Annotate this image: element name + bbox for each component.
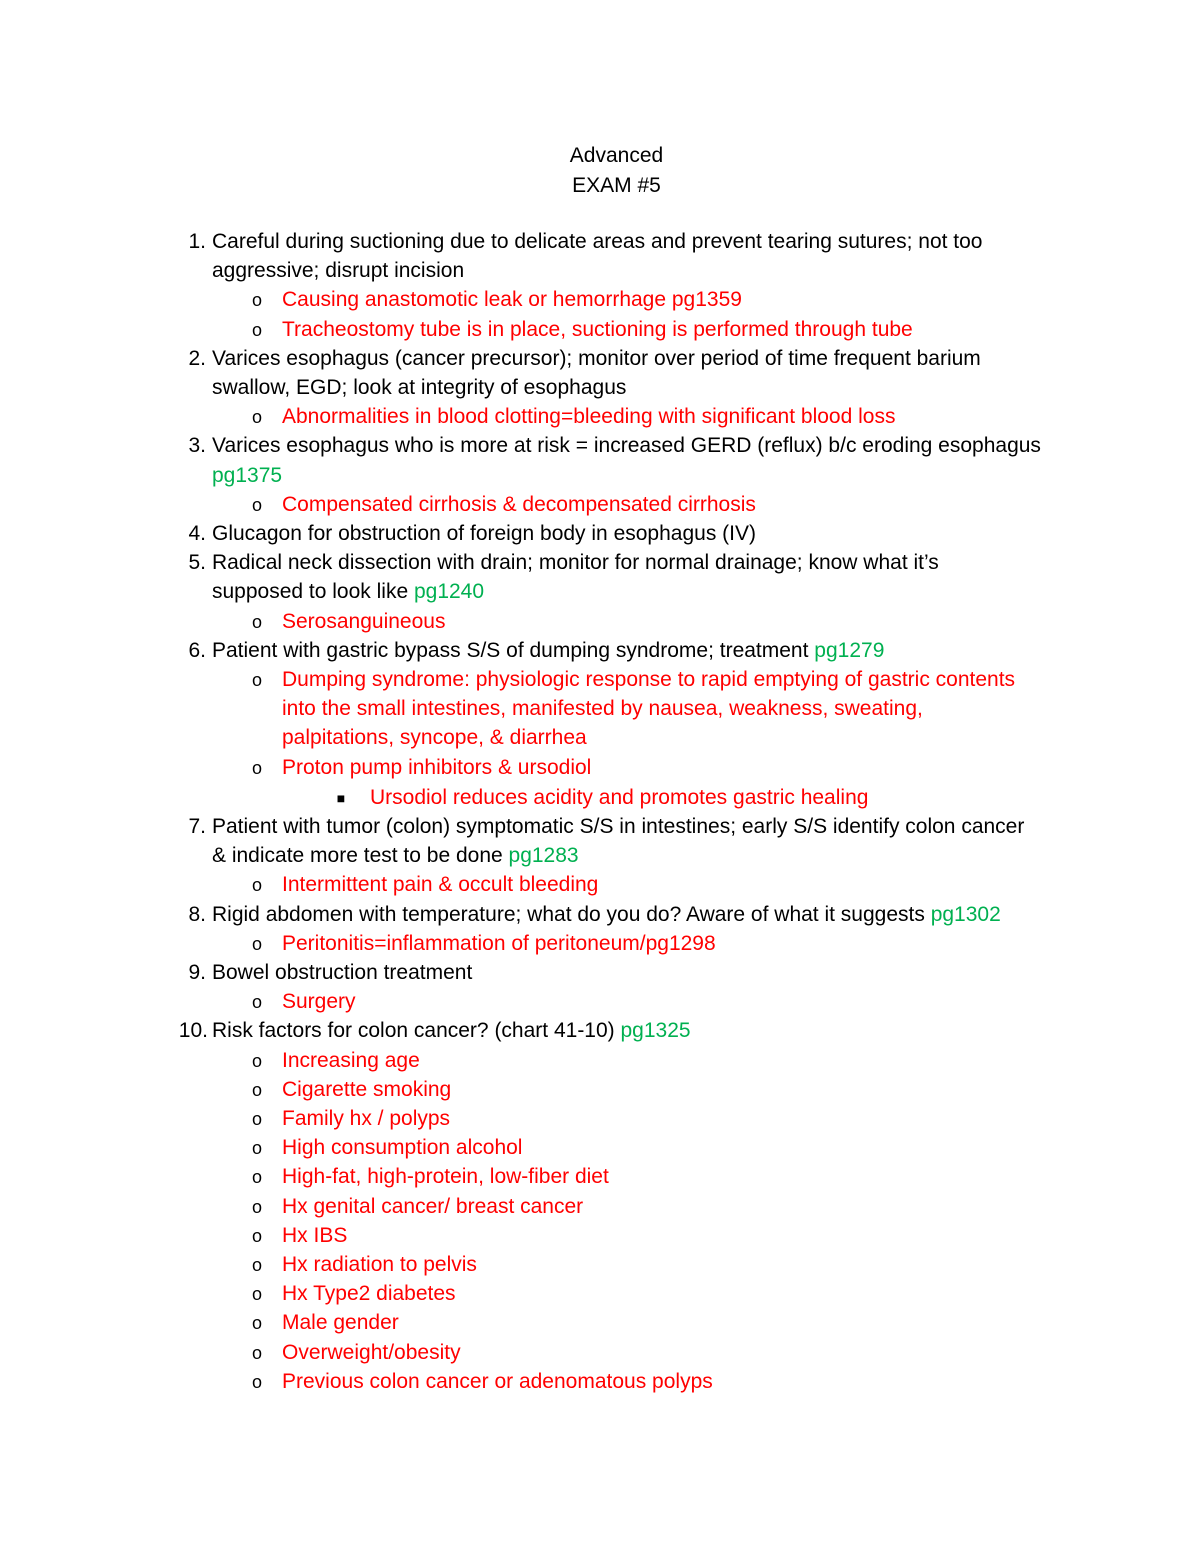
item-2-line [212,373,626,403]
bullet-icon: o [251,1196,262,1217]
sub-item-text: Hx IBS [282,1223,348,1247]
sub-item [282,1104,450,1134]
bullet-icon: o [251,670,262,690]
sub-item-text: Previous colon cancer or adenomatous polyps [282,1369,713,1393]
item-5-line-text: Radical neck dissection with drain; monitor for normal drainage; know what it’s [212,551,939,575]
sub-item [282,490,756,520]
sub-item-text: Hx genital cancer/ breast cancer [282,1194,584,1218]
item-number: 8. [188,902,206,926]
sub-item-text: Abnormalities in blood clotting=bleeding with significant blood loss [282,405,896,429]
bullet-icon: o [251,1167,262,1188]
sub-item [282,285,742,315]
item-2-line-text: Varices esophagus (cancer precursor); monitor over period of time frequent barium [212,346,981,370]
item-7-line [212,841,579,871]
square-bullet-icon: ■ [336,789,346,806]
item-7-line-text: & indicate more test to be done [212,844,509,868]
page-reference: pg1279 [814,638,885,662]
sub-item-text: Dumping syndrome: physiologic response to rapid emptying of gastric contents [282,668,1016,691]
item-8-line [212,900,1001,930]
bullet-icon: o [251,1342,262,1363]
bullet-icon: o [251,1313,262,1334]
bullet-icon: o [251,1109,262,1129]
bullet-icon: o [251,992,262,1013]
sub-item [282,987,356,1017]
sub-item [282,753,591,783]
sub-item-text: Peritonitis=inflammation of peritoneum/pg1298 [282,931,716,955]
sub-item-text: Increasing age [282,1048,420,1072]
sub-sub-item [370,783,868,813]
sub-item-text: Family hx / polyps [282,1107,451,1130]
sub-item-text: Intermittent pain & occult bleeding [282,873,599,897]
sub-item-text: Surgery [282,990,356,1014]
bullet-icon: o [251,494,262,515]
sub-item-text: Compensated cirrhosis & decompensated cirrhosis [282,492,756,516]
item-1-line-text: Careful during suctioning due to delicate areas and prevent tearing sutures; not too [212,230,983,253]
item-9-line [212,958,472,988]
sub-item [282,1279,456,1309]
sub-item-text: Serosanguineous [282,609,446,633]
page-reference: pg1240 [413,580,485,604]
item-10-line-text: Risk factors for colon cancer? (chart 41-10) [212,1019,621,1043]
item-4-line [212,519,756,549]
sub-item [282,607,445,637]
bullet-icon: o [251,407,262,428]
item-5-line [212,548,939,578]
sub-item [282,1075,451,1105]
sub-item [282,929,716,959]
sub-item-text: Proton pump inhibitors & ursodiol [282,755,592,779]
page-reference: pg1283 [508,844,579,868]
bullet-icon: o [251,1371,262,1392]
bullet-icon: o [251,290,262,311]
item-number: 2. [188,346,206,370]
bullet-icon: o [251,1138,262,1159]
sub-item [282,723,587,753]
item-3-line [212,431,1041,461]
item-7-line-text: Patient with tumor (colon) symptomatic S/S in intestines; early S/S identify colon cancer [212,815,1025,838]
sub-item [282,694,923,724]
sub-item [282,1250,477,1280]
sub-item [282,402,895,432]
sub-item [282,1338,461,1368]
item-number: 6. [188,638,206,662]
sub-item [282,1308,399,1338]
bullet-icon: o [251,1050,262,1071]
item-number: 9. [188,961,206,984]
page-reference: pg1375 [212,463,283,487]
sub-item [282,1046,420,1076]
item-number: 10. [178,1019,208,1043]
sub-item [282,1192,583,1222]
item-number: 4. [188,522,206,545]
item-3-line-text: Varices esophagus who is more at risk = increased GERD (reflux) b/c eroding esophagus [212,434,1041,458]
bullet-icon: o [251,933,262,954]
bullet-icon: o [251,1284,262,1305]
item-number: 1. [188,230,206,253]
sub-item-text: Hx Type2 diabetes [282,1282,456,1306]
item-number: 7. [188,815,206,838]
bullet-icon: o [251,611,262,632]
sub-item-text: palpitations, syncope, & diarrhea [282,726,587,750]
item-4-line-text: Glucagon for obstruction of foreign body in esophagus (IV) [212,522,756,545]
sub-item [282,315,913,345]
item-5-line [212,577,484,607]
sub-item-text: Tracheostomy tube is in place, suctioning is performed through tube [282,317,913,341]
bullet-icon: o [251,1079,262,1100]
bullet-icon: o [251,319,262,340]
bullet-icon: o [251,875,262,896]
item-2-line-text: swallow, EGD; look at integrity of esophagus [212,376,627,399]
item-number: 3. [188,434,206,458]
item-10-line [212,1016,691,1046]
sub-item-text: into the small intestines, manifested by nausea, weakness, sweating, [282,697,923,721]
sub-item [282,665,1015,695]
sub-item-text: High consumption alcohol [282,1136,523,1160]
item-1-line [212,227,983,257]
sub-item [282,1221,347,1251]
item-8-line-text: Rigid abdomen with temperature; what do you do? Aware of what it suggests [212,902,931,926]
sub-item-text: Hx radiation to pelvis [282,1253,477,1276]
page-reference: pg1325 [620,1019,691,1043]
sub-sub-item-text: Ursodiol reduces acidity and promotes gastric healing [370,785,869,809]
item-1-line [212,256,464,286]
item-7-line [212,812,1024,842]
sub-item-text: Cigarette smoking [282,1077,452,1101]
sub-item [282,1162,609,1192]
item-3-line [212,461,282,491]
item-5-line-text: supposed to look like [212,580,414,604]
page-reference: pg1302 [930,902,1001,926]
sub-item-text: Male gender [282,1311,399,1335]
item-number: 5. [188,551,206,575]
sub-item [282,1367,713,1397]
bullet-icon: o [251,757,262,778]
item-6-line [212,636,884,666]
bullet-icon: o [251,1255,262,1275]
sub-item-text: High-fat, high-protein, low-fiber diet [282,1165,609,1189]
sub-item [282,870,598,900]
document-subtitle: EXAM #5 [572,174,661,197]
item-6-line-text: Patient with gastric bypass S/S of dumping syndrome; treatment [212,638,815,662]
item-9-line-text: Bowel obstruction treatment [212,961,473,984]
sub-item-text: Overweight/obesity [282,1340,461,1364]
item-2-line [212,344,981,374]
sub-item [282,1133,522,1163]
document-title: Advanced [569,144,664,167]
bullet-icon: o [251,1225,262,1246]
item-1-line-text: aggressive; disrupt incision [212,259,465,283]
sub-item-text: Causing anastomotic leak or hemorrhage pg1359 [282,288,742,312]
